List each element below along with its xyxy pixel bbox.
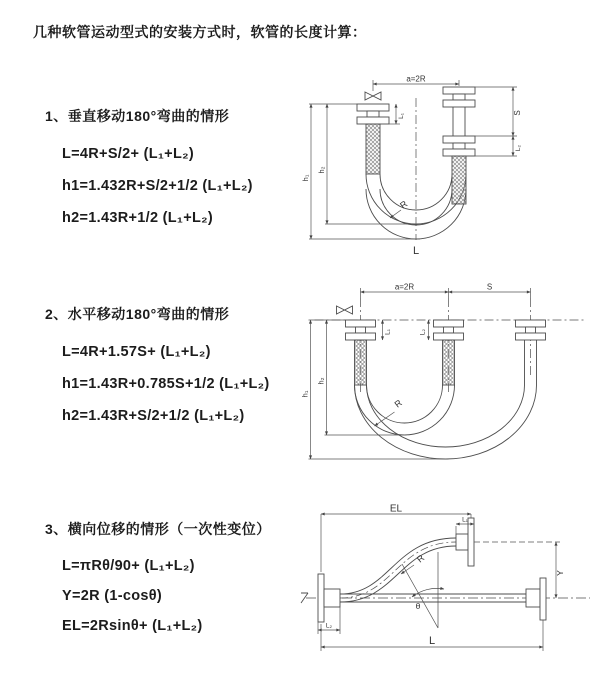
section-3-heading: 3、横向位移的情形（一次性变位）: [45, 521, 271, 537]
dim-label-s: S: [486, 282, 493, 292]
hose-arc-moved: [367, 385, 525, 447]
diagram-lateral-displacement: [298, 502, 598, 662]
formula: h2=1.43R+1/2 (L₁+L₂): [62, 210, 214, 226]
dim-label-h2: h₂: [316, 377, 326, 385]
formula: h1=1.432R+S/2+1/2 (L₁+L₂): [62, 178, 253, 194]
valve-icon: [337, 306, 353, 314]
section-2-formulas: [62, 336, 270, 432]
dim-label-l1: L₁: [462, 516, 468, 524]
page-title: 几种软管运动型式的安装方式时，软管的长度计算：: [33, 24, 367, 40]
dim-label-s: S: [513, 110, 522, 116]
section-1-heading: 1、垂直移动180°弯曲的情形: [45, 108, 230, 124]
right-flange: [526, 578, 546, 620]
right-braided-hose: [452, 156, 466, 204]
radius-label: R: [414, 552, 427, 565]
left-flange: [357, 104, 389, 124]
length-label: L: [412, 245, 420, 257]
dim-label-h1: h₁: [301, 174, 310, 182]
formula: EL=2Rsinθ+ (L₁+L₂): [62, 618, 203, 634]
left-flange: [346, 320, 376, 340]
displaced-flange: [456, 518, 474, 566]
formula: L=4R+1.57S+ (L₁+L₂): [62, 344, 211, 360]
valve-icon: [365, 92, 381, 100]
middle-flange: [434, 320, 464, 340]
dim-extension: [309, 320, 449, 459]
dim-label-el: EL: [389, 503, 403, 515]
middle-braided-hose: [443, 340, 455, 385]
diagram-horizontal-180-bend: [298, 280, 594, 472]
right-flange: [516, 320, 546, 340]
section-horizontal-180: [45, 304, 270, 432]
section-vertical-180: [45, 106, 253, 234]
dim-label-a: a=2R: [394, 282, 415, 292]
section-2-heading: 2、水平移动180°弯曲的情形: [45, 306, 230, 322]
radius-leader: [390, 210, 401, 218]
right-pipe-walls: [453, 107, 465, 136]
dim-label-l1: L₁: [384, 329, 392, 335]
left-braided-hose: [366, 124, 380, 174]
left-flange: [318, 574, 340, 622]
dim-label-h1: h₁: [300, 390, 310, 398]
dim-label-a: a=2R: [406, 74, 426, 84]
dim-label-y: Y: [555, 570, 565, 576]
displaced-hose-centerline: [340, 542, 456, 598]
section-1-formulas: [62, 138, 253, 234]
formula: L=4R+S/2+ (L₁+L₂): [62, 146, 194, 162]
dim-label-l2: L₂: [419, 328, 427, 336]
dim-extension: [361, 288, 531, 298]
displaced-hose-wall: [340, 538, 456, 594]
section-3-formulas: [62, 551, 271, 641]
formula: h2=1.43R+S/2+1/2 (L₁+L₂): [62, 408, 245, 424]
formula: Y=2R (1-cosθ): [62, 588, 162, 604]
diagram-vertical-180-bend: [298, 72, 560, 258]
dim-label-l2: L₂: [325, 622, 333, 630]
hose-arc: [355, 385, 455, 435]
dim-label-l1: L₁: [398, 113, 405, 119]
formula: h1=1.43R+0.785S+1/2 (L₁+L₂): [62, 376, 270, 392]
radius-label: R: [392, 397, 404, 410]
dim-label-l2: L₂: [515, 144, 522, 152]
right-flange-upper: [443, 87, 475, 107]
right-flange-lower: [443, 136, 475, 156]
formula: L=πRθ/90+ (L₁+L₂): [62, 558, 195, 574]
theta-label: θ: [415, 601, 421, 611]
dim-extension: [467, 87, 517, 156]
dim-label-h2: h₂: [317, 166, 326, 174]
dim-label-l: L: [428, 635, 436, 647]
section-lateral-displacement: [45, 519, 271, 641]
radius-label: R: [398, 198, 410, 211]
left-braided-hose: [355, 340, 367, 385]
